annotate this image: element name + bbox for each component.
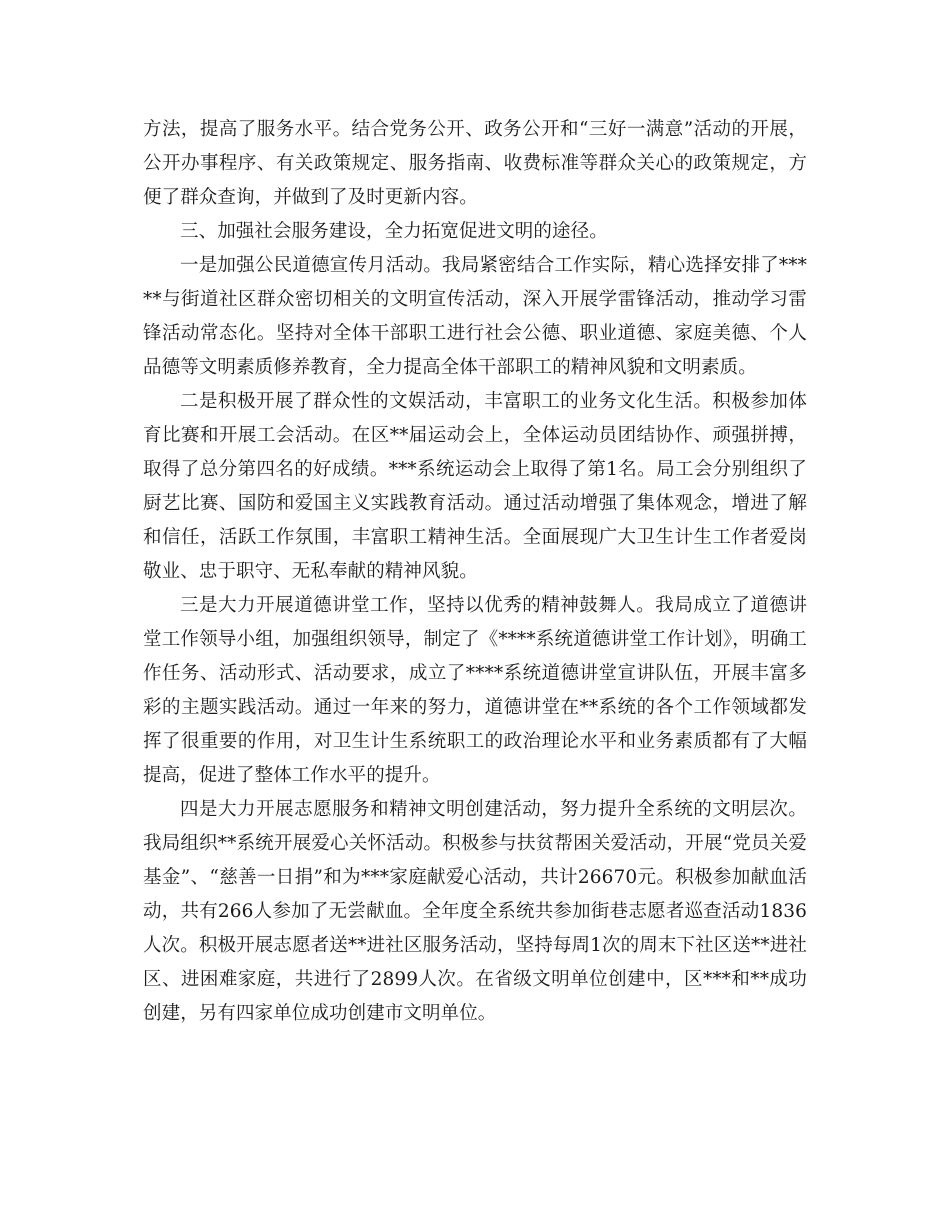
paragraph-volunteer-service: 四是大力开展志愿服务和精神文明创建活动，努力提升全系统的文明层次。我局组织**系统开展爱心关怀活动。积极参与扶贫帮困关爱活动，开展“党员关爱基金”、“慈善一日捐”和为***家庭献爱心活动，共计26670元。积极参加献血活动，共有266人参加了无尝献血。全年度全系统共参加街巷志愿者巡查活动1836人次。积极开展志愿者送**进社区服务活动，坚持每周1次的周末下社区送**进社区、进困难家庭，共进行了2899人次。在省级文明单位创建中，区***和**成功创建，另有四家单位成功创建市文明单位。 bbox=[143, 799, 807, 1024]
paragraph-cultural-activities: 二是积极开展了群众性的文娱活动，丰富职工的业务文化生活。积极参加体育比赛和开展工会活动。在区**届运动会上，全体运动员团结协作、顽强拼搏，取得了总分第四名的好成绩。***系统运动会上取得了第1名。局工会分别组织了厨艺比赛、国防和爱国主义实践教育活动。通过活动增强了集体观念，增进了解和信任，活跃工作氛围，丰富职工精神生活。全面展现广大卫生计生工作者爱岗敬业、忠于职守、无私奉献的精神风貌。 bbox=[143, 391, 807, 582]
paragraph-moral-lecture-hall: 三是大力开展道德讲堂工作，坚持以优秀的精神鼓舞人。我局成立了道德讲堂工作领导小组，加强组织领导，制定了《****系统道德讲堂工作计划》，明确工作任务、活动形式、活动要求，成立了****系统道德讲堂宣讲队伍，开展丰富多彩的主题实践活动。通过一年来的努力，道德讲堂在**系统的各个工作领域都发挥了很重要的作用，对卫生计生系统职工的政治理论水平和业务素质都有了大幅提高，促进了整体工作水平的提升。 bbox=[143, 595, 807, 786]
document-body bbox=[143, 113, 807, 1031]
paragraph-moral-publicity-month: 一是加强公民道德宣传月活动。我局紧密结合工作实际，精心选择安排了*****与街道社区群众密切相关的文明宣传活动，深入开展学雷锋活动，推动学习雷锋活动常态化。坚持对全体干部职工进行社会公德、职业道德、家庭美德、个人品德等文明素质修养教育，全力提高全体干部职工的精神风貌和文明素质。 bbox=[143, 255, 807, 378]
section-heading-social-service: 三、加强社会服务建设，全力拓宽促进文明的途径。 bbox=[180, 221, 608, 242]
paragraph-service-disclosure: 方法，提高了服务水平。结合党务公开、政务公开和“三好一满意”活动的开展，公开办事程序、有关政策规定、服务指南、收费标准等群众关心的政策规定，方便了群众查询，并做到了及时更新内容。 bbox=[143, 119, 807, 208]
